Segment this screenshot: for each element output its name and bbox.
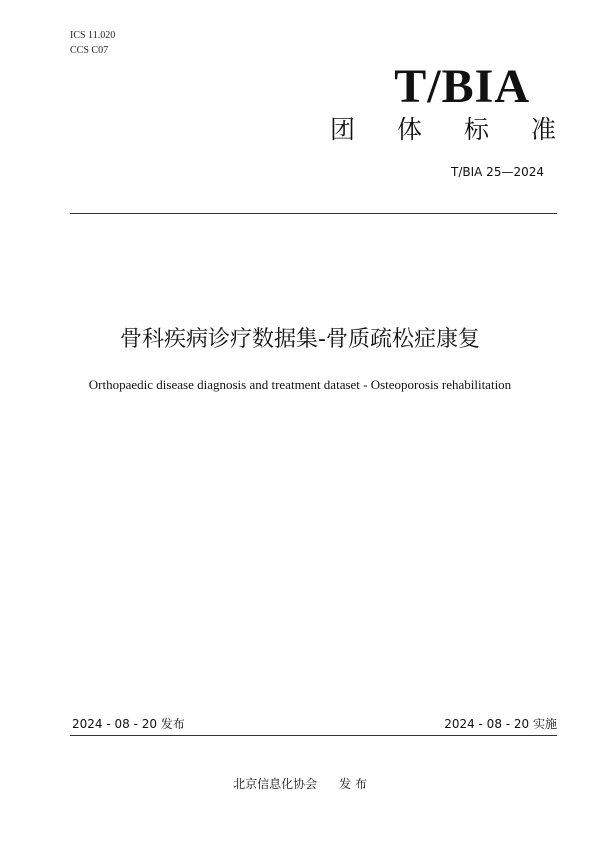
standard-type-char: 准: [530, 115, 556, 144]
publish-label: 发 布: [339, 777, 367, 791]
implementation-date: 2024 - 08 - 20 实施: [444, 717, 557, 731]
standard-number: T/BIA 25—2024: [451, 165, 544, 179]
standard-type-char: 团: [330, 115, 356, 144]
standard-type-char: 标: [463, 115, 489, 144]
standard-type-char: 体: [396, 115, 422, 144]
title-chinese: 骨科疾病诊疗数据集-骨质疏松症康复: [120, 327, 480, 352]
top-divider: [70, 213, 557, 214]
standard-type: [330, 114, 556, 146]
publisher-name: 北京信息化协会: [233, 777, 318, 791]
standard-logo: T/BIA: [394, 60, 530, 113]
publisher-line: [0, 776, 600, 792]
bottom-divider: [70, 735, 557, 736]
title-english: Orthopaedic disease diagnosis and treatment dataset - Osteoporosis rehabilitation: [88, 377, 512, 392]
issue-date: 2024 - 08 - 20 发布: [72, 717, 185, 731]
ics-code: ICS 11.020: [70, 30, 116, 41]
ccs-code: CCS C07: [70, 45, 109, 56]
